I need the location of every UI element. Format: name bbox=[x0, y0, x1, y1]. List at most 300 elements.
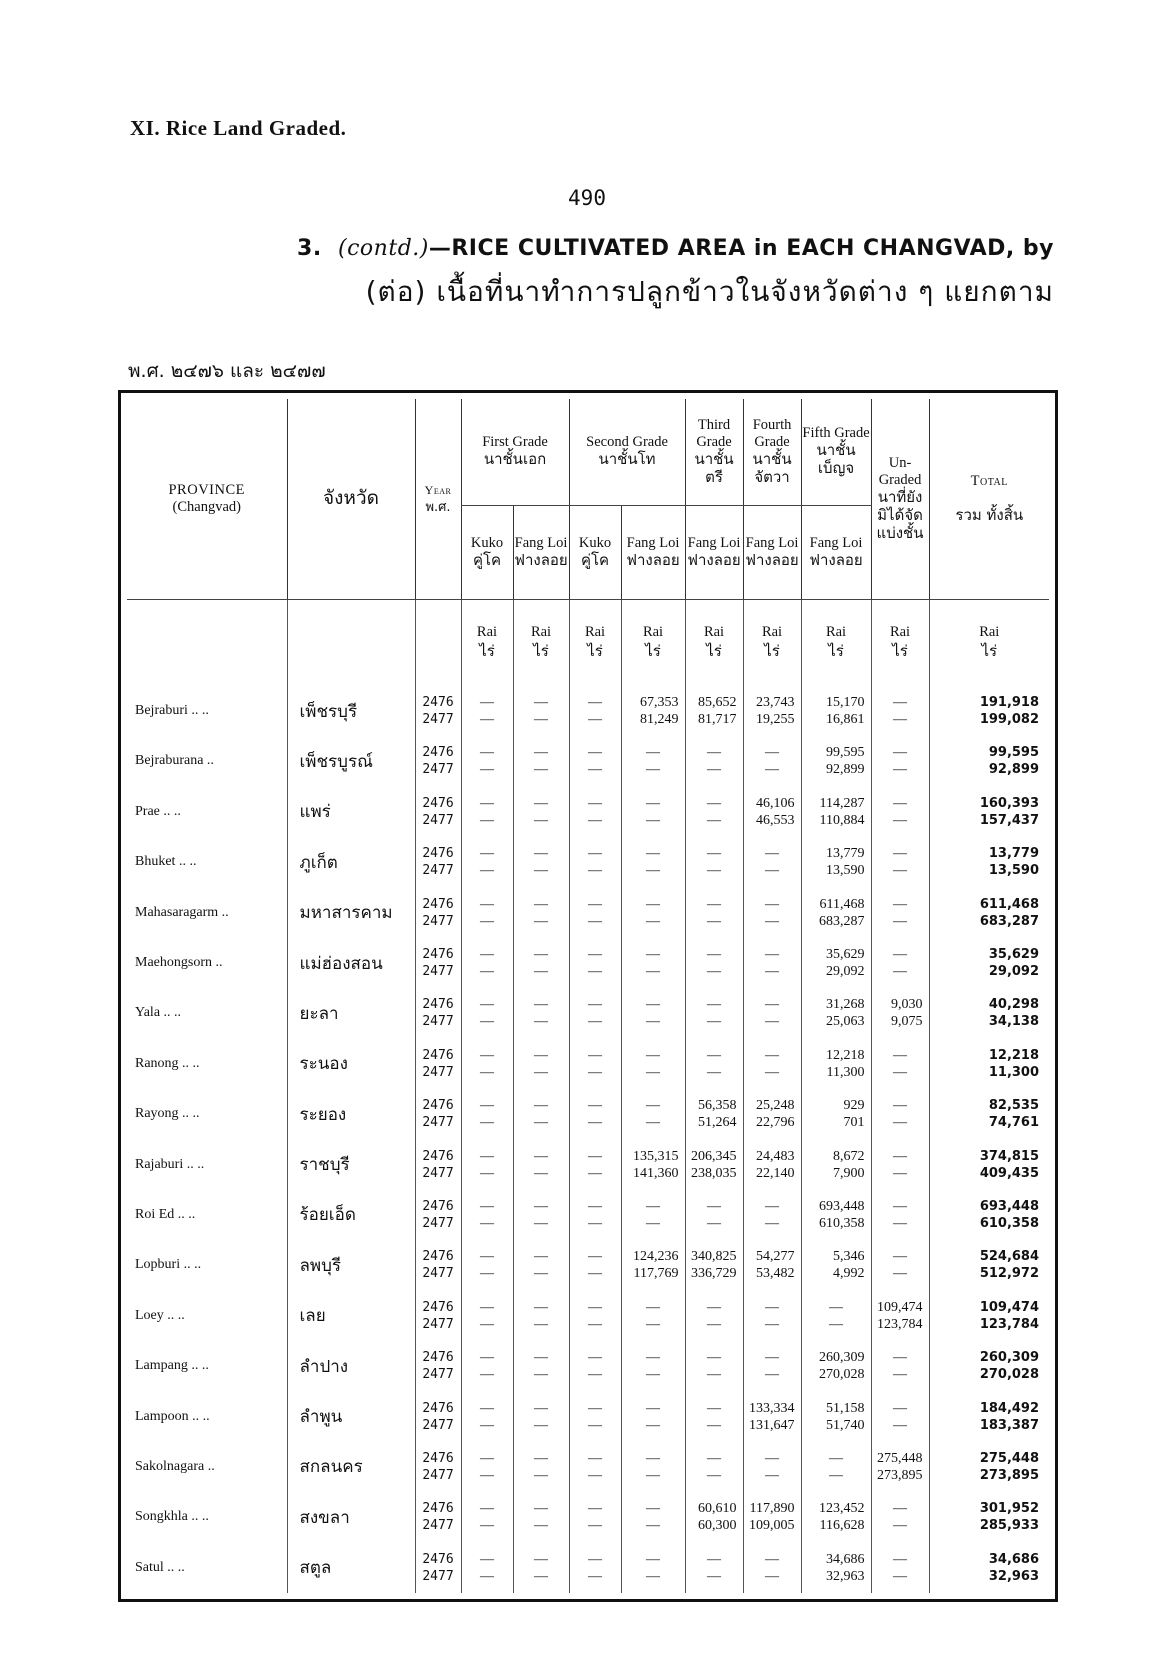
cell-value: 110,884 bbox=[819, 812, 865, 828]
cell-second-kuko bbox=[569, 1291, 621, 1341]
cell-second-fangloi bbox=[621, 988, 685, 1038]
cell-total bbox=[929, 1139, 1049, 1189]
table-row bbox=[127, 1492, 1049, 1542]
unit-cell bbox=[513, 599, 569, 686]
header-fifth-fangloi bbox=[801, 505, 871, 599]
cell-second-fangloi bbox=[621, 887, 685, 937]
cell-value: — bbox=[646, 795, 661, 811]
cell-value: 135,315 bbox=[633, 1148, 679, 1164]
cell-value: — bbox=[480, 947, 494, 963]
cell-value: 123,452 bbox=[819, 1501, 865, 1517]
cell-value: — bbox=[707, 913, 722, 929]
cell-value: — bbox=[480, 1367, 494, 1383]
cell-value: — bbox=[893, 1148, 908, 1164]
cell-ungraded bbox=[871, 736, 929, 786]
cell-value: — bbox=[534, 913, 548, 929]
cell-ungraded bbox=[871, 837, 929, 887]
year-value: 2477 bbox=[422, 1518, 454, 1534]
table-row bbox=[127, 1190, 1049, 1240]
year-cell bbox=[415, 686, 461, 736]
cell-value: — bbox=[646, 964, 661, 980]
cell-value: — bbox=[588, 863, 603, 879]
header-third-grade bbox=[685, 399, 743, 505]
year-cell bbox=[415, 1492, 461, 1542]
cell-fifth-fangloi bbox=[801, 1190, 871, 1240]
cell-value: — bbox=[765, 997, 780, 1013]
year-value: 2476 bbox=[422, 1047, 454, 1063]
cell-value: — bbox=[534, 1148, 548, 1164]
cell-value: 524,684 bbox=[979, 1249, 1040, 1265]
cell-third-fangloi bbox=[685, 887, 743, 937]
cell-second-kuko bbox=[569, 1039, 621, 1089]
cell-second-kuko bbox=[569, 1341, 621, 1391]
cell-value: — bbox=[588, 1299, 603, 1315]
year-value: 2476 bbox=[422, 1350, 454, 1366]
cell-value: — bbox=[588, 795, 603, 811]
header-second-grade-thai: นาชั้นโท bbox=[598, 450, 656, 469]
unit-cell bbox=[621, 599, 685, 686]
year-value: 2476 bbox=[422, 1501, 454, 1517]
cell-third-fangloi bbox=[685, 1341, 743, 1391]
cell-value: — bbox=[588, 1266, 603, 1282]
cell-second-kuko bbox=[569, 686, 621, 736]
unit-en: Rai bbox=[530, 624, 552, 641]
table-row bbox=[127, 736, 1049, 786]
cell-first-kuko bbox=[461, 887, 513, 937]
header-first-kuko bbox=[461, 505, 513, 599]
cell-value: — bbox=[588, 1501, 603, 1517]
cell-fourth-fangloi bbox=[743, 1089, 801, 1139]
cell-value: — bbox=[480, 1215, 494, 1231]
cell-value: — bbox=[893, 1249, 908, 1265]
cell-value: — bbox=[646, 1064, 661, 1080]
year-value: 2476 bbox=[422, 846, 454, 862]
cell-value: 183,387 bbox=[979, 1417, 1040, 1433]
cell-value: — bbox=[646, 1098, 661, 1114]
cell-value: — bbox=[646, 947, 661, 963]
table-row bbox=[127, 837, 1049, 887]
cell-value: — bbox=[480, 762, 494, 778]
table-row bbox=[127, 1391, 1049, 1441]
table-row bbox=[127, 1442, 1049, 1492]
table-row bbox=[127, 1089, 1049, 1139]
cell-value: 260,309 bbox=[979, 1350, 1040, 1366]
cell-total bbox=[929, 1543, 1049, 1593]
cell-value: — bbox=[588, 1249, 603, 1265]
cell-value: — bbox=[534, 1316, 548, 1332]
year-value: 2477 bbox=[422, 1215, 454, 1231]
cell-third-fangloi bbox=[685, 1492, 743, 1542]
year-value: 2477 bbox=[422, 1266, 454, 1282]
cell-fourth-fangloi bbox=[743, 1543, 801, 1593]
cell-total bbox=[929, 1391, 1049, 1441]
table-row bbox=[127, 887, 1049, 937]
year-cell bbox=[415, 887, 461, 937]
cell-third-fangloi bbox=[685, 787, 743, 837]
header-fourth-grade-en: Fourth Grade bbox=[752, 416, 792, 450]
cell-value: 34,138 bbox=[988, 1014, 1040, 1030]
cell-fourth-fangloi bbox=[743, 887, 801, 937]
table-row bbox=[127, 1139, 1049, 1189]
year-cell bbox=[415, 1291, 461, 1341]
province-name-en: Bejraburi .. .. bbox=[135, 703, 209, 719]
cell-value: — bbox=[588, 695, 603, 711]
cell-value: — bbox=[646, 846, 661, 862]
unit-th: ไร่ bbox=[764, 642, 780, 661]
cell-value: — bbox=[534, 1551, 548, 1567]
cell-fourth-fangloi bbox=[743, 938, 801, 988]
cell-value: — bbox=[480, 1501, 494, 1517]
cell-first-kuko bbox=[461, 1190, 513, 1240]
cell-value: — bbox=[588, 1014, 603, 1030]
cell-value: — bbox=[534, 1367, 548, 1383]
header-first-grade-thai: นาชั้นเอก bbox=[483, 450, 547, 469]
table-row bbox=[127, 1543, 1049, 1593]
cell-value: — bbox=[480, 1249, 494, 1265]
cell-fifth-fangloi bbox=[801, 1291, 871, 1341]
cell-value: — bbox=[480, 1551, 494, 1567]
cell-value: 117,890 bbox=[749, 1501, 795, 1517]
cell-ungraded bbox=[871, 686, 929, 736]
cell-fourth-fangloi bbox=[743, 1139, 801, 1189]
cell-first-kuko bbox=[461, 686, 513, 736]
cell-first-fangloi bbox=[513, 1240, 569, 1290]
rice-area-table bbox=[127, 399, 1049, 1593]
cell-first-kuko bbox=[461, 837, 513, 887]
province-name-th: ลำพูน bbox=[287, 1391, 415, 1441]
cell-value: — bbox=[534, 812, 548, 828]
cell-value: — bbox=[534, 1115, 548, 1131]
cell-third-fangloi bbox=[685, 988, 743, 1038]
year-value: 2477 bbox=[422, 712, 454, 728]
year-value: 2477 bbox=[422, 1467, 454, 1483]
unit-cell bbox=[929, 599, 1049, 686]
header-third-grade-thai: นาชั้น ตรี bbox=[694, 449, 734, 486]
cell-value: — bbox=[893, 1215, 908, 1231]
cell-value: — bbox=[480, 997, 494, 1013]
cell-value: — bbox=[588, 913, 603, 929]
cell-total bbox=[929, 988, 1049, 1038]
cell-value: — bbox=[893, 1098, 908, 1114]
year-value: 2476 bbox=[422, 1450, 454, 1466]
header-ungraded-thai: นาที่ยัง มิได้จัด แบ่งชั้น bbox=[876, 487, 924, 542]
year-value: 2477 bbox=[422, 1165, 454, 1181]
cell-value: 117,769 bbox=[633, 1266, 679, 1282]
cell-value: — bbox=[646, 1047, 661, 1063]
table-row bbox=[127, 1291, 1049, 1341]
cell-first-kuko bbox=[461, 1543, 513, 1593]
cell-total bbox=[929, 938, 1049, 988]
province-name-en: Lopburi .. .. bbox=[135, 1257, 202, 1273]
cell-first-fangloi bbox=[513, 837, 569, 887]
year-cell bbox=[415, 837, 461, 887]
province-name-en: Lampoon .. .. bbox=[135, 1408, 210, 1424]
year-cell bbox=[415, 736, 461, 786]
cell-value: 74,761 bbox=[988, 1115, 1040, 1131]
cell-value: 60,300 bbox=[698, 1518, 737, 1534]
year-cell bbox=[415, 988, 461, 1038]
header-kuko-thai: คู่โค bbox=[472, 550, 502, 569]
cell-value: — bbox=[893, 1047, 908, 1063]
cell-value: — bbox=[765, 1450, 780, 1466]
cell-value: — bbox=[480, 1316, 494, 1332]
cell-first-fangloi bbox=[513, 887, 569, 937]
cell-first-kuko bbox=[461, 1391, 513, 1441]
cell-value: 611,468 bbox=[979, 896, 1040, 912]
cell-value: 13,590 bbox=[988, 863, 1040, 879]
header-province-thai: จังหวัด bbox=[287, 399, 415, 599]
cell-third-fangloi bbox=[685, 837, 743, 887]
cell-value: — bbox=[765, 1316, 780, 1332]
header-fifth-grade bbox=[801, 399, 871, 505]
cell-value: — bbox=[646, 1551, 661, 1567]
cell-value: — bbox=[480, 695, 494, 711]
cell-value: 109,005 bbox=[749, 1518, 795, 1534]
cell-fourth-fangloi bbox=[743, 837, 801, 887]
year-value: 2476 bbox=[422, 1299, 454, 1315]
province-name-th: ระนอง bbox=[287, 1039, 415, 1089]
cell-value: 40,298 bbox=[988, 997, 1040, 1013]
province-name-en: Ranong .. .. bbox=[135, 1055, 200, 1071]
cell-value: — bbox=[646, 896, 661, 912]
cell-value: — bbox=[534, 1014, 548, 1030]
cell-value: — bbox=[707, 997, 722, 1013]
table-row bbox=[127, 1240, 1049, 1290]
cell-value: — bbox=[707, 1316, 722, 1332]
header-fifth-grade-en: Fifth Grade bbox=[802, 425, 870, 442]
unit-th: ไร่ bbox=[533, 642, 549, 661]
cell-value: — bbox=[707, 745, 722, 761]
cell-value: — bbox=[480, 863, 494, 879]
table-row bbox=[127, 988, 1049, 1038]
cell-fourth-fangloi bbox=[743, 1190, 801, 1240]
cell-value: — bbox=[588, 1047, 603, 1063]
province-name-en: Roi Ed .. .. bbox=[135, 1206, 196, 1222]
cell-fifth-fangloi bbox=[801, 837, 871, 887]
cell-second-fangloi bbox=[621, 938, 685, 988]
cell-value: — bbox=[588, 1198, 603, 1214]
cell-third-fangloi bbox=[685, 1089, 743, 1139]
cell-value: — bbox=[893, 1518, 908, 1534]
section-title: XI. Rice Land Graded. bbox=[130, 116, 347, 140]
cell-value: — bbox=[893, 1115, 908, 1131]
cell-value: — bbox=[646, 997, 661, 1013]
year-value: 2476 bbox=[422, 1551, 454, 1567]
header-second-grade-en: Second Grade bbox=[586, 434, 668, 451]
cell-value: — bbox=[480, 1568, 494, 1584]
cell-value: — bbox=[765, 1047, 780, 1063]
cell-value: — bbox=[893, 913, 908, 929]
cell-value: — bbox=[534, 1501, 548, 1517]
cell-value: — bbox=[707, 846, 722, 862]
cell-value: — bbox=[480, 896, 494, 912]
cell-first-fangloi bbox=[513, 1543, 569, 1593]
header-first-fangloi bbox=[513, 505, 569, 599]
cell-value: — bbox=[480, 1098, 494, 1114]
cell-value: — bbox=[646, 745, 661, 761]
province-name-en: Bhuket .. .. bbox=[135, 854, 197, 870]
year-value: 2476 bbox=[422, 795, 454, 811]
cell-value: 13,590 bbox=[826, 863, 865, 879]
table-row bbox=[127, 686, 1049, 736]
cell-first-kuko bbox=[461, 1240, 513, 1290]
cell-first-kuko bbox=[461, 1089, 513, 1139]
cell-value: — bbox=[588, 1350, 603, 1366]
cell-value: — bbox=[646, 1568, 661, 1584]
cell-value: — bbox=[480, 1115, 494, 1131]
header-total bbox=[929, 399, 1049, 599]
cell-value: 374,815 bbox=[979, 1148, 1040, 1164]
cell-value: — bbox=[707, 1551, 722, 1567]
cell-ungraded bbox=[871, 1543, 929, 1593]
cell-value: — bbox=[588, 1400, 603, 1416]
cell-value: — bbox=[893, 1198, 908, 1214]
year-cell bbox=[415, 1190, 461, 1240]
province-name-en: Lampang .. .. bbox=[135, 1358, 209, 1374]
year-value: 2476 bbox=[422, 896, 454, 912]
cell-third-fangloi bbox=[685, 1291, 743, 1341]
cell-value: — bbox=[588, 1551, 603, 1567]
unit-en: Rai bbox=[476, 624, 498, 641]
cell-value: — bbox=[588, 1450, 603, 1466]
cell-value: 35,629 bbox=[988, 947, 1040, 963]
cell-second-fangloi bbox=[621, 686, 685, 736]
cell-value: — bbox=[765, 1064, 780, 1080]
cell-value: — bbox=[707, 863, 722, 879]
cell-value: — bbox=[534, 997, 548, 1013]
cell-value: 22,140 bbox=[756, 1165, 795, 1181]
header-third-fangloi bbox=[685, 505, 743, 599]
cell-fourth-fangloi bbox=[743, 787, 801, 837]
cell-value: — bbox=[707, 1417, 722, 1433]
province-name-en: Bejraburana .. bbox=[135, 753, 214, 769]
cell-value: — bbox=[707, 1064, 722, 1080]
cell-second-fangloi bbox=[621, 1442, 685, 1492]
cell-value: — bbox=[588, 1417, 603, 1433]
cell-value: 99,595 bbox=[826, 745, 865, 761]
cell-value: — bbox=[707, 1047, 722, 1063]
cell-value: — bbox=[893, 1568, 908, 1584]
cell-value: — bbox=[646, 1198, 661, 1214]
province-name-th: ลำปาง bbox=[287, 1341, 415, 1391]
cell-value: 22,796 bbox=[756, 1115, 795, 1131]
year-value: 2476 bbox=[422, 947, 454, 963]
cell-value: 238,035 bbox=[691, 1165, 737, 1181]
unit-cell bbox=[461, 599, 513, 686]
cell-value: — bbox=[893, 1400, 908, 1416]
cell-value: — bbox=[480, 812, 494, 828]
cell-value: 929 bbox=[843, 1098, 865, 1114]
cell-value: 131,647 bbox=[749, 1417, 795, 1433]
cell-value: — bbox=[588, 762, 603, 778]
cell-fifth-fangloi bbox=[801, 686, 871, 736]
cell-value: — bbox=[480, 846, 494, 862]
header-fangloi-thai: ฟางลอย bbox=[809, 550, 863, 569]
cell-value: — bbox=[707, 947, 722, 963]
cell-fifth-fangloi bbox=[801, 938, 871, 988]
cell-value: — bbox=[829, 1316, 844, 1332]
cell-first-kuko bbox=[461, 736, 513, 786]
province-name-th: ร้อยเอ็ด bbox=[287, 1190, 415, 1240]
cell-second-kuko bbox=[569, 1139, 621, 1189]
year-value: 2477 bbox=[422, 913, 454, 929]
cell-ungraded bbox=[871, 1139, 929, 1189]
cell-value: — bbox=[480, 1467, 494, 1483]
cell-value: — bbox=[646, 762, 661, 778]
unit-th: ไร่ bbox=[828, 642, 844, 661]
table-row bbox=[127, 787, 1049, 837]
year-cell bbox=[415, 787, 461, 837]
cell-total bbox=[929, 887, 1049, 937]
cell-value: 34,686 bbox=[826, 1551, 865, 1567]
province-name-en: Songkhla .. .. bbox=[135, 1509, 209, 1525]
header-second-fangloi bbox=[621, 505, 685, 599]
cell-fourth-fangloi bbox=[743, 1492, 801, 1542]
cell-value: 32,963 bbox=[826, 1568, 865, 1584]
cell-value: — bbox=[646, 1367, 661, 1383]
cell-value: — bbox=[646, 812, 661, 828]
cell-value: — bbox=[646, 1467, 661, 1483]
cell-value: — bbox=[646, 1350, 661, 1366]
cell-value: — bbox=[707, 964, 722, 980]
table-row bbox=[127, 1341, 1049, 1391]
cell-fifth-fangloi bbox=[801, 1039, 871, 1089]
cell-value: 13,779 bbox=[826, 846, 865, 862]
cell-value: — bbox=[534, 1064, 548, 1080]
cell-value: — bbox=[765, 846, 780, 862]
table-number: 3. bbox=[297, 236, 322, 261]
cell-value: 191,918 bbox=[979, 695, 1040, 711]
year-cell bbox=[415, 1039, 461, 1089]
cell-value: 46,106 bbox=[756, 795, 795, 811]
cell-value: — bbox=[893, 1417, 908, 1433]
cell-value: — bbox=[893, 1165, 908, 1181]
cell-value: — bbox=[707, 1467, 722, 1483]
cell-fourth-fangloi bbox=[743, 686, 801, 736]
cell-value: — bbox=[707, 1299, 722, 1315]
cell-second-kuko bbox=[569, 736, 621, 786]
cell-value: — bbox=[480, 795, 494, 811]
year-value: 2477 bbox=[422, 1316, 454, 1332]
cell-value: — bbox=[588, 812, 603, 828]
cell-first-fangloi bbox=[513, 1139, 569, 1189]
cell-value: — bbox=[707, 1014, 722, 1030]
cell-value: 12,218 bbox=[988, 1047, 1040, 1063]
cell-value: — bbox=[646, 1518, 661, 1534]
cell-value: — bbox=[707, 1568, 722, 1584]
cell-value: 114,287 bbox=[819, 795, 865, 811]
cell-first-fangloi bbox=[513, 787, 569, 837]
cell-fifth-fangloi bbox=[801, 1240, 871, 1290]
cell-value: — bbox=[893, 712, 908, 728]
year-value: 2477 bbox=[422, 812, 454, 828]
cell-second-kuko bbox=[569, 938, 621, 988]
cell-ungraded bbox=[871, 1039, 929, 1089]
cell-value: 275,448 bbox=[877, 1450, 923, 1466]
unit-cell bbox=[871, 599, 929, 686]
unit-th: ไร่ bbox=[981, 642, 998, 661]
cell-total bbox=[929, 1291, 1049, 1341]
province-name-th: ลพบุรี bbox=[287, 1240, 415, 1290]
cell-value: — bbox=[893, 1501, 908, 1517]
year-value: 2476 bbox=[422, 695, 454, 711]
year-cell bbox=[415, 938, 461, 988]
cell-value: — bbox=[534, 1047, 548, 1063]
cell-third-fangloi bbox=[685, 1039, 743, 1089]
cell-value: 160,393 bbox=[979, 795, 1040, 811]
cell-first-kuko bbox=[461, 1039, 513, 1089]
cell-value: — bbox=[765, 896, 780, 912]
